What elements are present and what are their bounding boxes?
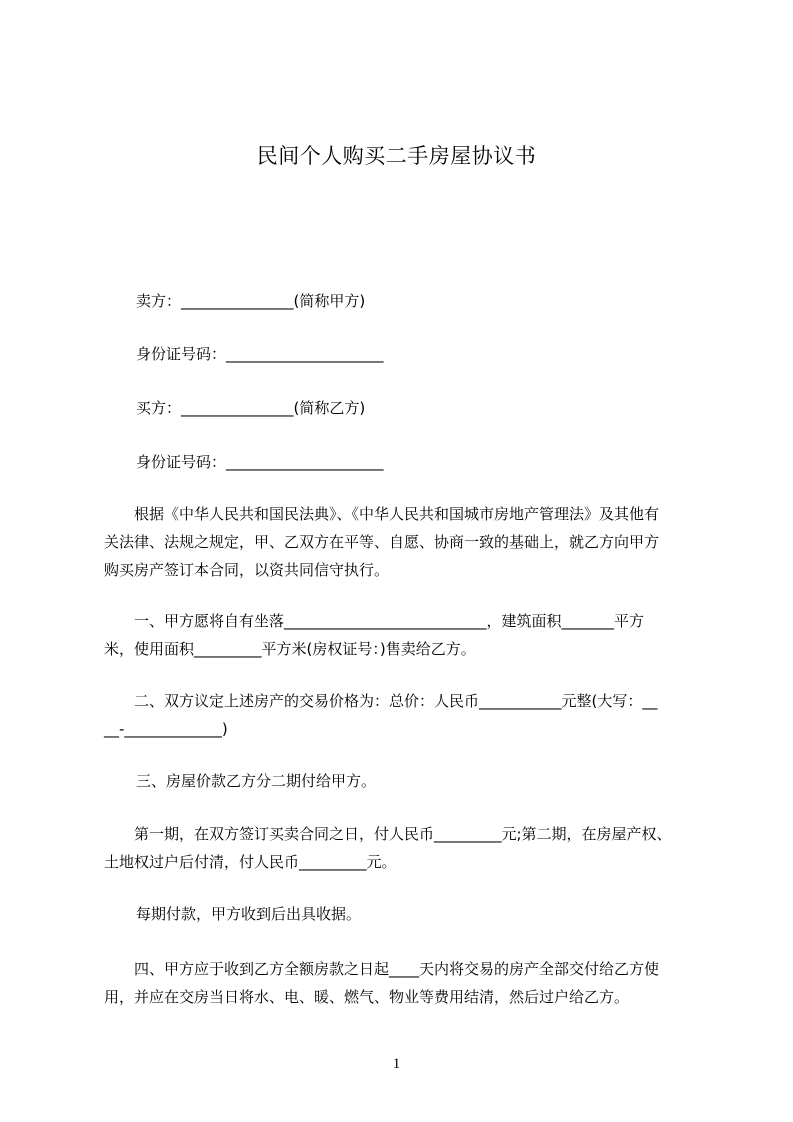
intro-line-1: 根据《中华人民共和国民法典》、《中华人民共和国城市房地产管理法》及其他有 <box>104 505 660 523</box>
page-number: 1 <box>392 1056 401 1072</box>
clause-2-paragraph <box>104 687 704 743</box>
clause-2-line-1: 二、双方议定上述房产的交易价格为：总价：人民币___________元整(大写：__ <box>104 692 658 710</box>
buyer-line: 买方：_______________(简称乙方) <box>136 399 366 417</box>
clause-1-line-2: 米，使用面积_________平方米(房权证号：)售卖给乙方。 <box>104 640 476 658</box>
intro-line-3: 购买房产签订本合同，以资共同信守执行。 <box>104 561 390 579</box>
payment-paragraph <box>104 820 704 876</box>
clause-1-line-1: 一、甲方愿将自有坐落___________________________，建筑面积_______平方 <box>104 612 645 630</box>
clause-4-line-2: 用，并应在交房当日将水、电、暖、燃气、物业等费用结清，然后过户给乙方。 <box>104 988 630 1006</box>
buyer-id-line: 身份证号码：_____________________ <box>136 453 384 471</box>
clause-1-paragraph <box>104 607 704 663</box>
document-title: 民间个人购买二手房屋协议书 <box>256 144 537 168</box>
clause-2-line-2: __-_____________) <box>104 720 228 738</box>
clause-3-line: 三、房屋价款乙方分二期付给甲方。 <box>136 772 377 790</box>
receipt-line: 每期付款，甲方收到后出具收据。 <box>136 905 362 923</box>
intro-line-2: 关法律、法规之规定，甲、乙双方在平等、自愿、协商一致的基础上，就乙方向甲方 <box>104 533 660 551</box>
payment-line-1: 第一期，在双方签订买卖合同之日，付人民币_________元;第二期，在房屋产权、 <box>104 825 672 843</box>
clause-4-paragraph <box>104 955 704 1011</box>
seller-line: 卖方：_______________(简称甲方) <box>136 292 366 310</box>
intro-paragraph <box>104 500 704 584</box>
payment-line-2: 土地权过户后付清，付人民币_________元。 <box>104 853 397 871</box>
seller-id-line: 身份证号码：_____________________ <box>136 345 384 363</box>
clause-4-line-1: 四、甲方应于收到乙方全额房款之日起____天内将交易的房产全部交付给乙方使 <box>104 960 660 978</box>
